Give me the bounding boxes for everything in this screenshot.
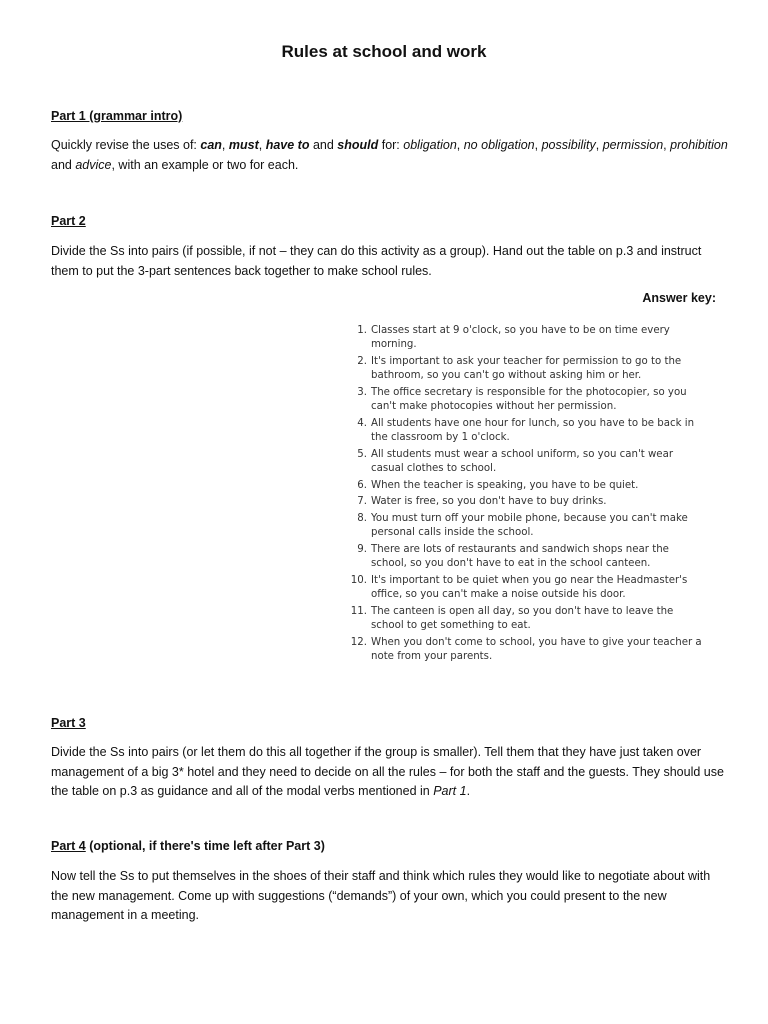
answer-text: Water is free, so you don't have to buy drinks. [371, 496, 607, 508]
part1-text-run: , [456, 138, 464, 152]
answer-text: All students must wear a school uniform, so you can't wear casual clothes to school. [371, 448, 674, 474]
answer-number: 6. [357, 479, 367, 491]
answer-item [348, 448, 703, 476]
answer-number: 4. [357, 417, 367, 429]
answer-number: 2. [357, 355, 367, 367]
part1-text-run: should [337, 138, 379, 152]
answer-item [348, 512, 703, 540]
part1-text-run: and [309, 138, 338, 152]
answer-number: 9. [357, 543, 367, 555]
part1-text-run: no obligation [463, 138, 535, 152]
part2-text: Divide the Ss into pairs (if possible, if not – they can do this activity as a group). Hand out the table on p.3 and instruct them to put the 3-part sentences back together to make school rules. [51, 244, 702, 278]
answer-item [348, 355, 703, 383]
answer-text: Classes start at 9 o'clock, so you have to be on time every morning. [371, 325, 670, 351]
part1-text-run: advice [75, 157, 112, 172]
part1-text-run: have to [265, 138, 310, 152]
answer-number: 1. [357, 325, 367, 336]
answer-text: There are lots of restaurants and sandwich shops near the school, so you don't have to eat in the school canteen. [371, 543, 669, 570]
part1-text-run: , [595, 138, 603, 152]
answer-number: 10. [350, 574, 367, 586]
part4-heading-rest: (optional, if there's time left after Part 3) [85, 839, 325, 853]
answer-number: 12. [350, 636, 367, 648]
part4-heading-line [51, 839, 325, 853]
part1-text-run: , [534, 138, 542, 152]
part1-text-run: Quickly revise the uses of: [51, 138, 201, 152]
part1-text-run: permission [602, 138, 664, 152]
answer-text: When you don't come to school, you have to give your teacher a note from your parents. [371, 636, 702, 662]
answer-number: 3. [357, 386, 367, 398]
part1-text-run: prohibition [670, 138, 728, 152]
answer-number: 5. [357, 448, 367, 460]
part2-heading: Part 2 [51, 214, 86, 228]
part1-text-run: for: [378, 138, 404, 152]
part1-text-run: , [258, 138, 266, 152]
part1-text [51, 136, 731, 175]
answer-text: You must turn off your mobile phone, because you can't make personal calls inside the school. [371, 512, 688, 539]
part1-text-run: possibility [541, 138, 596, 152]
part1-text-run: and [51, 157, 76, 172]
part1-text-run: , with an example or two for each. [111, 157, 299, 172]
part1-text-run: , [663, 138, 671, 152]
answer-text: When the teacher is speaking, you have to be quiet. [371, 479, 639, 491]
answer-text: It's important to ask your teacher for permission to go to the bathroom, so you can't go without asking him or her. [371, 355, 682, 382]
answer-key-label: Answer key: [642, 291, 716, 305]
part1-text-run: obligation [403, 138, 457, 152]
answer-item [348, 574, 703, 602]
part3-text-end: . [466, 784, 471, 798]
answer-item [348, 543, 703, 571]
answer-text: The office secretary is responsible for the photocopier, so you can't make photocopies without her permission. [371, 386, 687, 413]
answer-item [348, 605, 703, 633]
answer-key-list [348, 324, 703, 666]
part3-text-main: Divide the Ss into pairs (or let them do this all together if the group is smaller). Tell them that they have just taken over management of a big 3* hotel and they need to decide on all the rules – for both the staff and the guests. They should use the table on p.3 as guidance and all of the modal verbs mentioned in [51, 745, 724, 798]
answer-number: 7. [357, 496, 367, 508]
part4-heading: Part 4 [51, 839, 86, 853]
answer-item [348, 417, 703, 445]
part4-text: Now tell the Ss to put themselves in the shoes of their staff and think which rules they would like to negotiate about with the new management. Come up with suggestions (“demands”) of your own, which you could present to the new management in a meeting. [51, 869, 711, 922]
part3-text-ref: Part 1 [433, 784, 467, 798]
part1-heading: Part 1 (grammar intro) [51, 109, 183, 123]
part1-text-run: can [200, 138, 222, 152]
answer-text: It's important to be quiet when you go near the Headmaster's office, so you can't make a noise outside his door. [371, 574, 688, 600]
answer-item [348, 386, 703, 414]
answer-text: All students have one hour for lunch, so you have to be back in the classroom by 1 o'clock. [371, 417, 695, 443]
page-title: Rules at school and work [281, 42, 487, 61]
part3-text [51, 743, 731, 802]
answer-number: 8. [357, 512, 367, 524]
part3-heading: Part 3 [51, 716, 86, 730]
answer-item [348, 495, 703, 509]
answer-text: The canteen is open all day, so you don't have to leave the school to get something to eat. [371, 605, 674, 631]
answer-item [348, 479, 703, 493]
part1-text-run: , [221, 138, 229, 152]
answer-item [348, 324, 703, 352]
answer-item [348, 636, 703, 664]
part1-text-run: must [228, 138, 259, 152]
answer-number: 11. [350, 605, 367, 617]
